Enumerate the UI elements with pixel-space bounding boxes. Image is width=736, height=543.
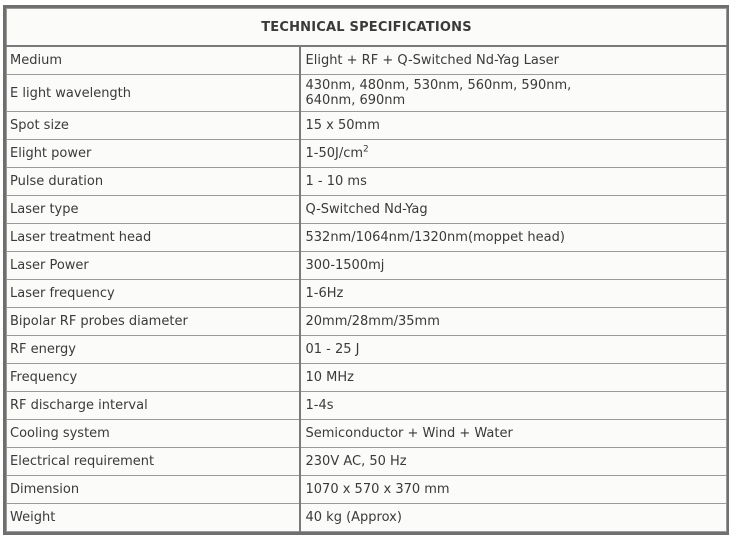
table-row bbox=[7, 252, 727, 280]
spec-label: E light wavelength bbox=[7, 75, 300, 112]
table-row bbox=[7, 504, 727, 532]
table-row bbox=[7, 224, 727, 252]
spec-label: RF discharge interval bbox=[7, 392, 300, 420]
spec-value-line-2: 640nm, 690nm bbox=[305, 93, 406, 108]
spec-label: Spot size bbox=[7, 112, 300, 140]
table-row bbox=[7, 476, 727, 504]
spec-value: 20mm/28mm/35mm bbox=[300, 308, 727, 336]
spec-label: Weight bbox=[7, 504, 300, 532]
spec-value: 10 MHz bbox=[300, 364, 727, 392]
table-row bbox=[7, 75, 727, 112]
superscript: 2 bbox=[363, 144, 369, 155]
table-row bbox=[7, 112, 727, 140]
spec-value: Q-Switched Nd-Yag bbox=[300, 196, 727, 224]
spec-value: 532nm/1064nm/1320nm(moppet head) bbox=[300, 224, 727, 252]
spec-value: 1 - 10 ms bbox=[300, 168, 727, 196]
spec-label: Elight power bbox=[7, 140, 300, 168]
spec-value: 300-1500mj bbox=[300, 252, 727, 280]
spec-value-line-1: 430nm, 480nm, 530nm, 560nm, 590nm, bbox=[305, 78, 572, 93]
table-row bbox=[7, 392, 727, 420]
spec-table-container bbox=[3, 5, 729, 535]
table-row bbox=[7, 280, 727, 308]
spec-value: 1-4s bbox=[300, 392, 727, 420]
spec-value: 1070 x 570 x 370 mm bbox=[300, 476, 727, 504]
spec-label: Laser type bbox=[7, 196, 300, 224]
table-title: TECHNICAL SPECIFICATIONS bbox=[7, 9, 727, 47]
table-row bbox=[7, 364, 727, 392]
spec-value: 1-6Hz bbox=[300, 280, 727, 308]
spec-label: RF energy bbox=[7, 336, 300, 364]
spec-value: Elight + RF + Q-Switched Nd-Yag Laser bbox=[300, 46, 727, 75]
spec-label: Frequency bbox=[7, 364, 300, 392]
spec-label: Laser frequency bbox=[7, 280, 300, 308]
spec-value: Semiconductor + Wind + Water bbox=[300, 420, 727, 448]
table-row bbox=[7, 46, 727, 75]
spec-label: Pulse duration bbox=[7, 168, 300, 196]
table-row bbox=[7, 448, 727, 476]
spec-label: Laser Power bbox=[7, 252, 300, 280]
spec-label: Medium bbox=[7, 46, 300, 75]
spec-label: Cooling system bbox=[7, 420, 300, 448]
table-row bbox=[7, 308, 727, 336]
spec-value bbox=[300, 75, 727, 112]
table-row bbox=[7, 420, 727, 448]
spec-value-text: 1-50J/cm bbox=[305, 146, 364, 161]
spec-label: Dimension bbox=[7, 476, 300, 504]
spec-table bbox=[6, 8, 727, 532]
table-row bbox=[7, 336, 727, 364]
spec-label: Laser treatment head bbox=[7, 224, 300, 252]
table-row bbox=[7, 140, 727, 168]
table-row bbox=[7, 196, 727, 224]
spec-label: Bipolar RF probes diameter bbox=[7, 308, 300, 336]
spec-value bbox=[300, 140, 727, 168]
spec-value: 40 kg (Approx) bbox=[300, 504, 727, 532]
spec-value: 230V AC, 50 Hz bbox=[300, 448, 727, 476]
spec-value: 15 x 50mm bbox=[300, 112, 727, 140]
spec-label: Electrical requirement bbox=[7, 448, 300, 476]
table-row bbox=[7, 168, 727, 196]
spec-value: 01 - 25 J bbox=[300, 336, 727, 364]
